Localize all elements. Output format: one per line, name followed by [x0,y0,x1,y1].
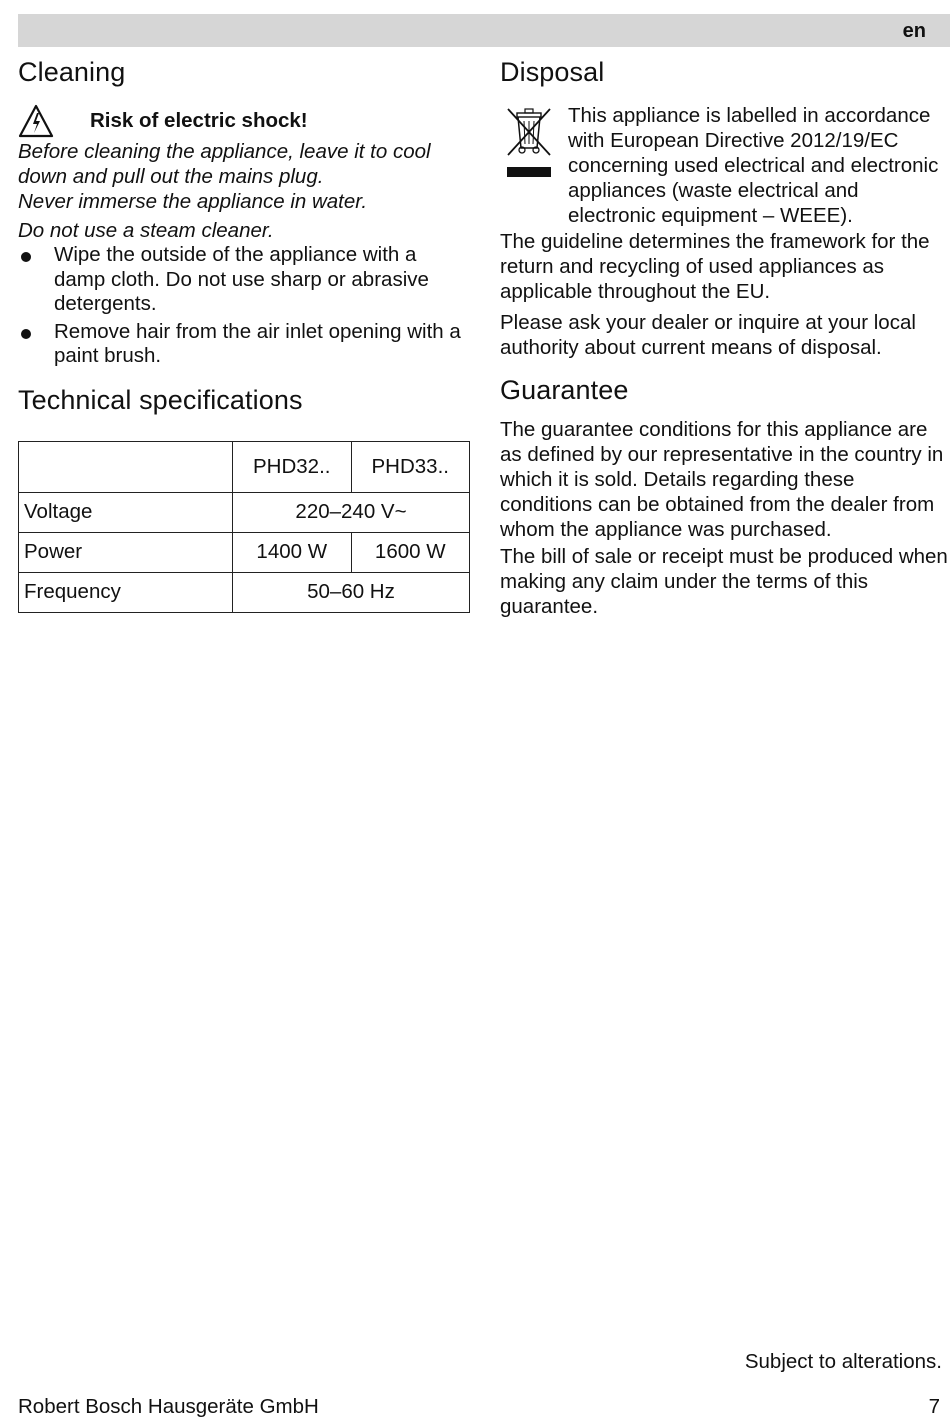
specs-table [18,441,470,613]
weee-crossed-bin-icon [504,105,554,181]
warning-header [18,103,470,139]
list-item: Wipe the outside of the appliance with a damp cloth. Do not use sharp or abrasive detergents. [18,243,470,317]
table-row [19,492,470,532]
table-corner-cell [19,441,233,492]
column-header: PHD33.. [351,441,470,492]
header-bar [18,14,950,47]
warning-line-1: Before cleaning the appliance, leave it to cool down and pull out the mains plug. [18,140,431,188]
table-row [19,441,470,492]
disposal-paragraph-1: The guideline determines the framework for the return and recycling of used appliances as applicable throughout the EU. [500,230,930,303]
page-number: 7 [928,1395,940,1418]
table-cell: 220–240 V~ [233,492,470,532]
table-cell: 1600 W [351,532,470,572]
specs-title: Technical specifications [18,384,303,415]
warning-line-3: Do not use a steam cleaner. [18,219,274,242]
cleaning-title: Cleaning [18,57,126,87]
left-column [18,55,470,613]
disposal-intro-text: This appliance is labelled in accordance with European Directive 2012/19/EC concerning used electrical and electronic appliances (waste electrical and electronic equipment – WEEE). [568,104,939,227]
disposal-title: Disposal [500,57,605,87]
subject-note: Subject to alterations. [744,1350,942,1373]
guarantee-paragraph-1: The guarantee conditions for this appliance are as defined by our representative in the country in which it is sold. Details regarding these conditions can be obtained from the dealer from whom the appliance was purchased. [500,418,944,541]
table-row [19,532,470,572]
table-cell: 50–60 Hz [233,572,470,612]
disposal-paragraph-2: Please ask your dealer or inquire at your local authority about current means of disposal. [500,311,916,359]
guarantee-title: Guarantee [500,375,629,405]
table-row [19,572,470,612]
disposal-intro-block [500,103,948,231]
row-label: Frequency [19,572,233,612]
row-label: Voltage [19,492,233,532]
column-header: PHD32.. [233,441,352,492]
cleaning-list [18,243,470,369]
table-cell: 1400 W [233,532,352,572]
warning-triangle-icon [18,104,54,138]
guarantee-paragraph-2: The bill of sale or receipt must be produced when making any claim under the terms of this guarantee. [500,545,948,618]
list-item: Remove hair from the air inlet opening with a paint brush. [18,320,470,369]
warning-line-2: Never immerse the appliance in water. [18,190,368,213]
row-label: Power [19,532,233,572]
language-code: en [902,20,926,42]
warning-title: Risk of electric shock! [90,109,308,132]
company-name: Robert Bosch Hausgeräte GmbH [18,1395,319,1418]
right-column [500,55,948,619]
